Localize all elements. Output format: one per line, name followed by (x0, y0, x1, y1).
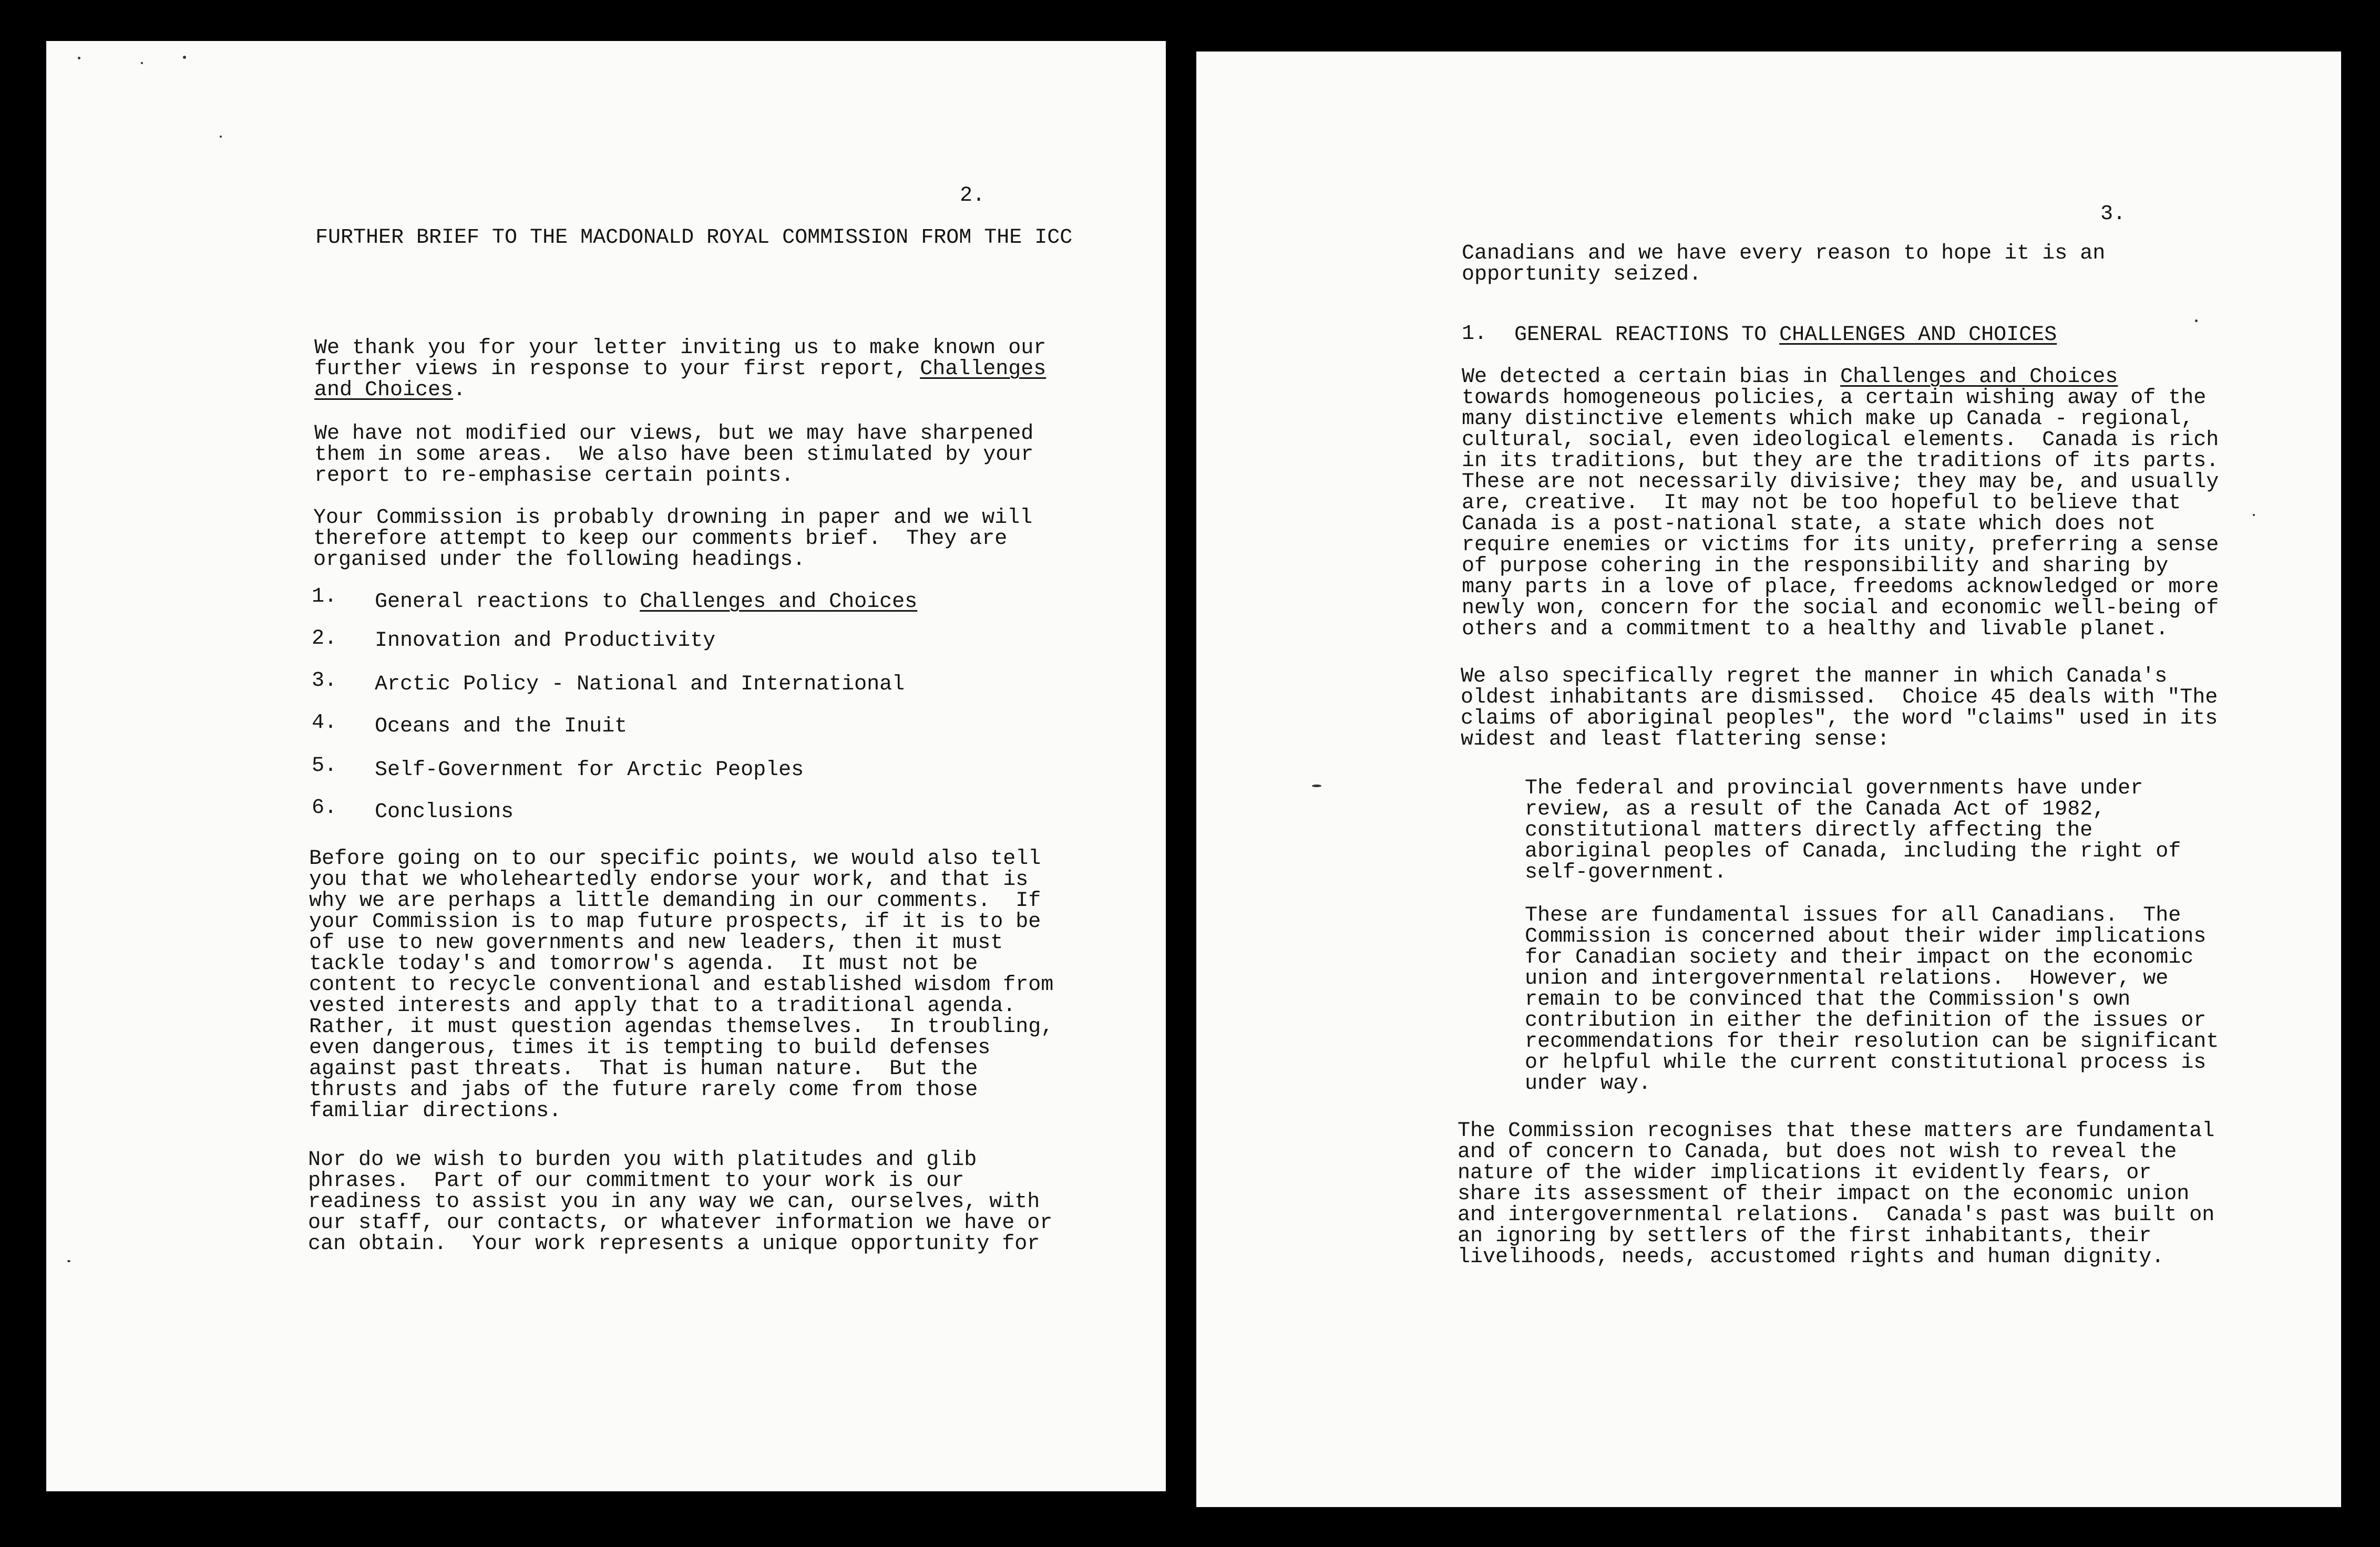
heading-number: 1. (312, 585, 337, 609)
heading-item: Arctic Policy - National and International (375, 673, 905, 696)
paragraph-line: require enemies or victims for its unity, preferring a sense (1462, 533, 2219, 557)
heading-number: 3. (312, 669, 337, 693)
paragraph-line: oldest inhabitants are dismissed. Choice 45 deals with "The (1461, 686, 2218, 709)
paragraph-line: many distinctive elements which make up Canada - regional, (1462, 407, 2194, 431)
document-title: FURTHER BRIEF TO THE MACDONALD ROYAL COMMISSION FROM THE ICC (315, 226, 1073, 250)
paragraph-line: These are not necessarily divisive; they may be, and usually (1462, 470, 2219, 494)
paragraph-line: them in some areas. We also have been stimulated by your (314, 443, 1034, 467)
paragraph-line: We also specifically regret the manner in which Canada's (1461, 665, 2168, 688)
heading-number: 6. (312, 796, 337, 820)
paragraph-line: cultural, social, even ideological elements. Canada is rich (1462, 428, 2219, 452)
paragraph-line: thrusts and jabs of the future rarely come from those (309, 1078, 978, 1102)
paragraph-line: our staff, our contacts, or whatever information we have or (308, 1211, 1053, 1235)
heading-number: 4. (312, 711, 337, 735)
section-number: 1. (1462, 322, 1488, 346)
paragraph-line: Canada is a post-national state, a state which does not (1462, 512, 2156, 536)
paragraph-line: of purpose cohering in the responsibility and sharing by (1462, 554, 2169, 578)
paragraph-line: and Choices. (314, 378, 466, 402)
paragraph-line: towards homogeneous policies, a certain wishing away of the (1462, 386, 2207, 410)
report-title-reference: Challenges and Choices (640, 590, 918, 614)
paragraph-line: tackle today's and tomorrow's agenda. It must not be (309, 952, 978, 976)
paragraph-line: and of concern to Canada, but does not wish to reveal the (1458, 1140, 2177, 1164)
page-number: 2. (960, 184, 986, 208)
paragraph-line: others and a commitment to a healthy and livable planet. (1462, 617, 2169, 641)
heading-item: Conclusions (375, 800, 514, 824)
paragraph-line: claims of aboriginal peoples", the word "claims" used in its (1461, 707, 2218, 730)
heading-item: Innovation and Productivity (375, 629, 716, 653)
paragraph-line: Rather, it must question agendas themselves. In troubling, (309, 1015, 1054, 1039)
quote-line: Commission is concerned about their wider implications (1525, 925, 2207, 948)
quote-line: self-government. (1525, 861, 1727, 884)
quote-line: contribution in either the definition of the issues or (1525, 1009, 2207, 1033)
quote-line: review, as a result of the Canada Act of 1982, (1525, 798, 2106, 821)
report-title-reference: CHALLENGES AND CHOICES (1779, 323, 2057, 347)
heading-item: Oceans and the Inuit (375, 715, 628, 738)
paragraph-line: of use to new governments and new leaders, then it must (309, 931, 1003, 955)
paragraph-line: share its assessment of their impact on the economic union (1458, 1182, 2190, 1206)
paragraph-line: Before going on to our specific points, we would also tell (309, 847, 1041, 871)
heading-item: Self-Government for Arctic Peoples (375, 758, 804, 782)
heading-item: General reactions to Challenges and Choices (375, 590, 918, 614)
paragraph-line: are, creative. It may not be too hopeful to believe that (1462, 491, 2181, 515)
heading-number: 2. (312, 627, 337, 651)
paragraph-line: Nor do we wish to burden you with platitudes and glib (308, 1148, 977, 1172)
report-title-reference: Challenges (920, 357, 1047, 381)
quote-line: or helpful while the current constitutional process is (1525, 1051, 2207, 1075)
paragraph-line: your Commission is to map future prospects, if it is to be (309, 910, 1041, 934)
left-page (46, 41, 1166, 1491)
quote-line: for Canadian society and their impact on the economic (1525, 946, 2194, 970)
paragraph-line: why we are perhaps a little demanding in our comments. If (309, 889, 1041, 913)
paragraph-line: We have not modified our views, but we may have sharpened (314, 422, 1034, 446)
paragraph-line: can obtain. Your work represents a unique opportunity for (308, 1232, 1040, 1256)
paragraph-line: report to re-emphasise certain points. (314, 464, 794, 488)
paragraph-line: and intergovernmental relations. Canada's past was built on (1458, 1203, 2215, 1227)
paragraph-line: livelihoods, needs, accustomed rights and human dignity. (1458, 1245, 2164, 1269)
paragraph-line: vested interests and apply that to a traditional agenda. (309, 994, 1016, 1018)
paragraph-line: phrases. Part of our commitment to your work is our (308, 1169, 965, 1193)
paragraph-line: an ignoring by settlers of the first inhabitants, their (1458, 1224, 2152, 1248)
paragraph-line: against past threats. That is human nature. But the (309, 1057, 978, 1081)
quote-line: remain to be convinced that the Commission's own (1525, 988, 2131, 1012)
section-heading: GENERAL REACTIONS TO CHALLENGES AND CHOICES (1514, 323, 2057, 347)
report-title-reference: Challenges and Choices (1840, 365, 2118, 389)
paragraph-line: content to recycle conventional and established wisdom from (309, 973, 1054, 997)
paragraph-line: The Commission recognises that these matters are fundamental (1458, 1119, 2215, 1143)
heading-number: 5. (312, 754, 337, 778)
page-number: 3. (2100, 202, 2126, 226)
paragraph-line: opportunity seized. (1462, 263, 1702, 286)
paragraph-line: readiness to assist you in any way we can, ourselves, with (308, 1190, 1040, 1214)
paragraph-line: in its traditions, but they are the traditions of its parts. (1462, 449, 2219, 473)
quote-line: aboriginal peoples of Canada, including the right of (1525, 840, 2181, 863)
quote-line: These are fundamental issues for all Canadians. The (1525, 904, 2181, 927)
quote-line: recommendations for their resolution can be significant (1525, 1030, 2219, 1054)
quote-line: The federal and provincial governments have under (1525, 777, 2143, 800)
paragraph-line: many parts in a love of place, freedoms acknowledged or more (1462, 575, 2219, 599)
paragraph-line: We thank you for your letter inviting us to make known our (314, 336, 1047, 360)
paragraph-line: you that we wholeheartedly endorse your work, and that is (309, 868, 1029, 892)
right-page (1196, 51, 2341, 1507)
paragraph-line: newly won, concern for the social and economic well-being of (1462, 596, 2219, 620)
paragraph-line: organised under the following headings. (313, 548, 806, 572)
paragraph-line: further views in response to your first report, Challenges (314, 357, 1047, 381)
paragraph-line: even dangerous, times it is tempting to build defenses (309, 1036, 991, 1060)
report-title-reference: and Choices (314, 378, 454, 402)
paragraph-line: Canadians and we have every reason to hope it is an (1462, 242, 2106, 265)
paragraph-line: We detected a certain bias in Challenges and Choices (1462, 365, 2118, 389)
paragraph-line: Your Commission is probably drowning in paper and we will (313, 506, 1033, 530)
quote-line: constitutional matters directly affecting the (1525, 819, 2093, 842)
paragraph-line: familiar directions. (309, 1099, 562, 1123)
quote-line: under way. (1525, 1072, 1651, 1096)
paragraph-line: therefore attempt to keep our comments brief. They are (313, 527, 1008, 551)
quote-line: union and intergovernmental relations. However, we (1525, 967, 2169, 991)
paragraph-line: widest and least flattering sense: (1461, 728, 1890, 751)
paragraph-line: nature of the wider implications it evidently fears, or (1458, 1161, 2152, 1185)
